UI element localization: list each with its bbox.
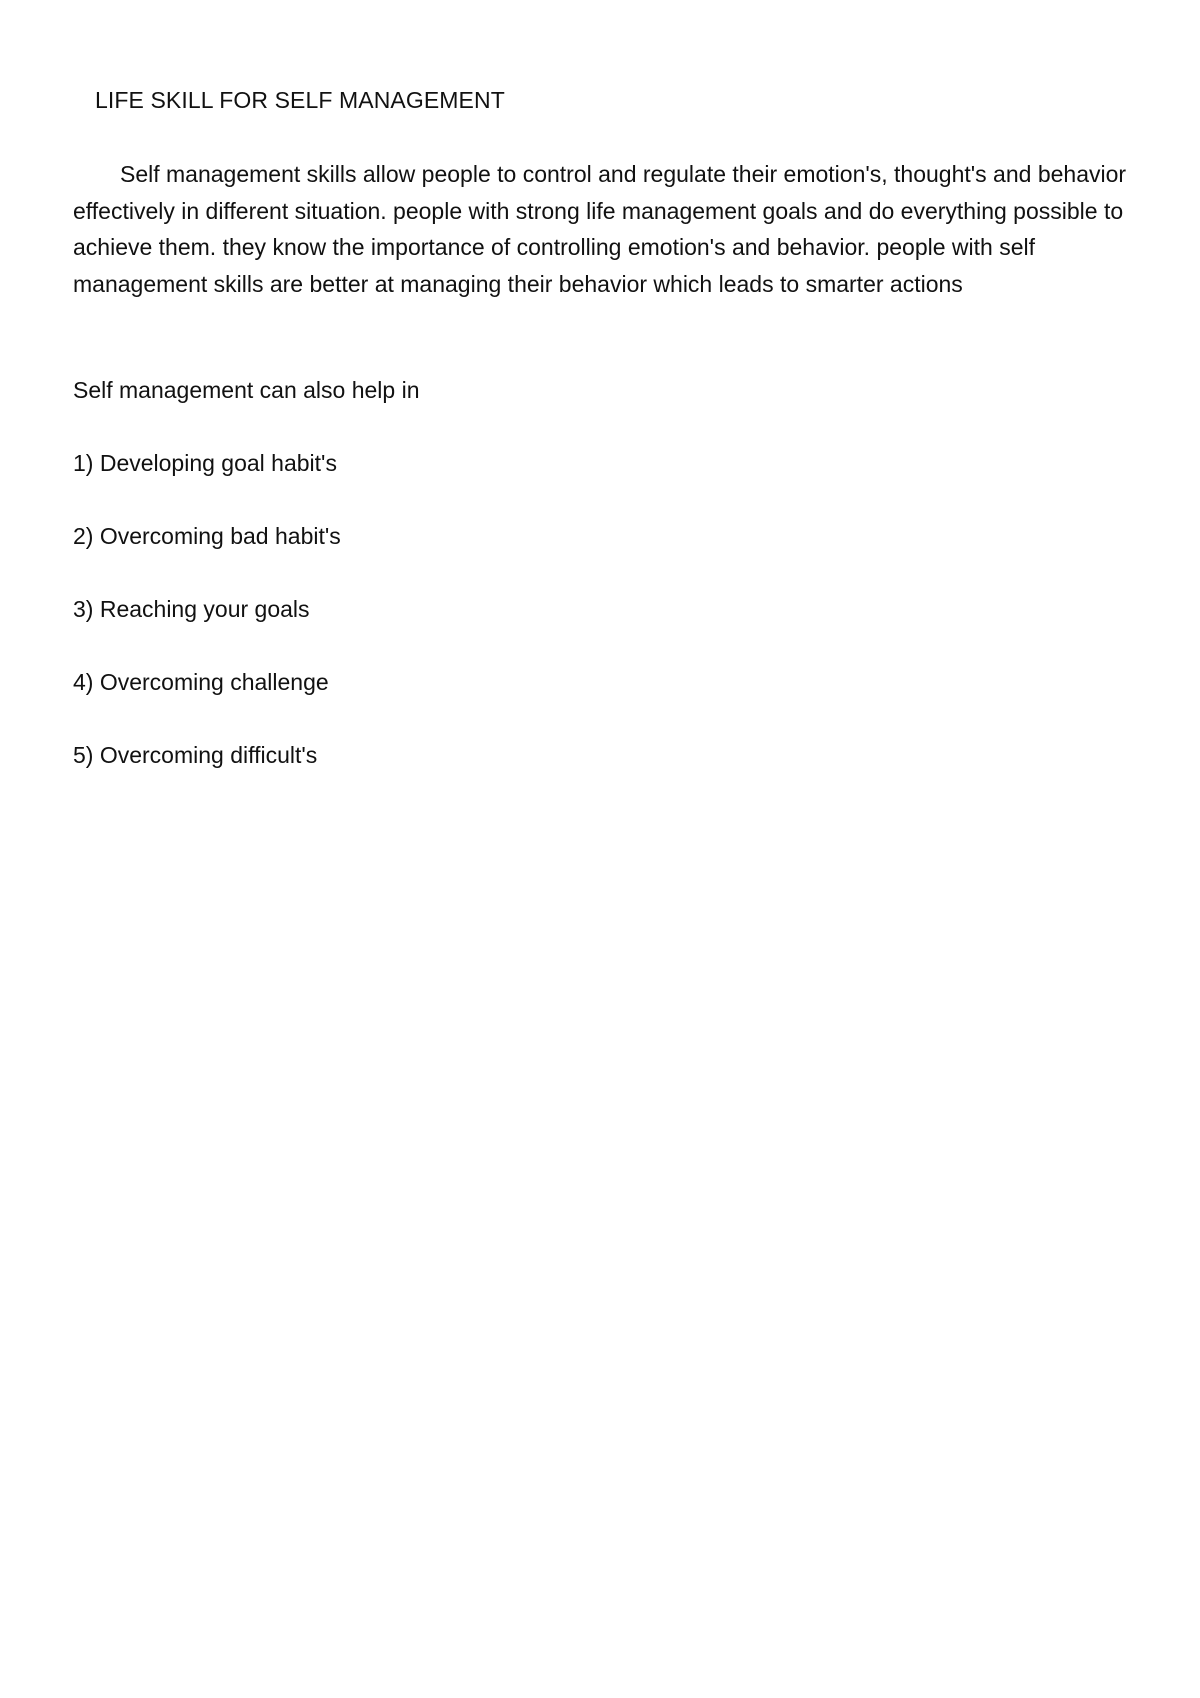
list-item: 4) Overcoming challenge <box>73 669 329 695</box>
body-paragraph: Self management skills allow people to control and regulate their emotion's, thought's and behavior effectively in different situation. people with strong life management goals and do everything possible to achieve them. they know the importance of controlling emotion's and behavior. people with self management skills are better at managing their behavior which leads to smarter actions <box>73 161 1127 297</box>
benefits-list <box>73 449 341 814</box>
list-item: 2) Overcoming bad habit's <box>73 523 341 549</box>
document-title: LIFE SKILL FOR SELF MANAGEMENT <box>95 87 505 113</box>
list-item: 1) Developing goal habit's <box>73 450 337 476</box>
list-item: 5) Overcoming difficult's <box>73 742 318 768</box>
list-item: 3) Reaching your goals <box>73 596 310 622</box>
list-intro: Self management can also help in <box>73 377 420 403</box>
